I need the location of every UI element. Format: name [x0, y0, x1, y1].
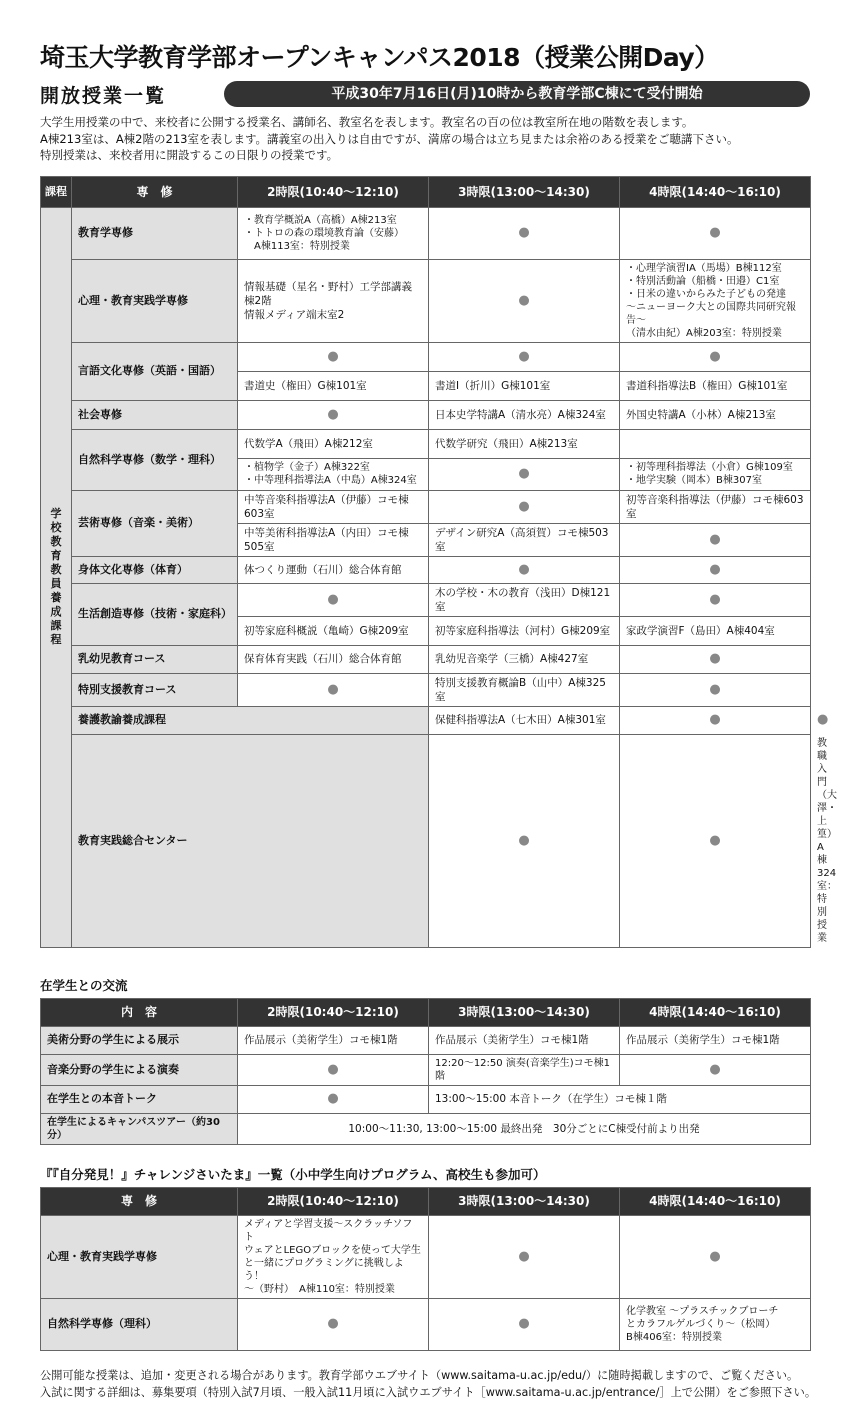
major-name: 自然科学専修（数学・理科）	[72, 429, 238, 490]
activity-name: 在学生との本音トーク	[41, 1085, 238, 1113]
no-class-dot: ●	[238, 1298, 429, 1350]
no-class-dot: ●	[429, 734, 620, 947]
no-class-dot: ●	[238, 673, 429, 706]
table-row	[41, 673, 811, 706]
table-row	[41, 400, 811, 429]
challenge-table	[40, 1187, 811, 1351]
section-title-student-exchange: 在学生との交流	[40, 977, 128, 993]
table-row	[41, 556, 811, 583]
class-cell: 代数学A（飛田）A棟212室	[238, 429, 429, 458]
intro-line: A棟213室は、A棟2階の213室を表します。講義室の出入りは自由ですが、満席の場合は立ち見または余裕のある授業をご聴講下さい。	[40, 131, 739, 146]
no-class-dot: ●	[429, 342, 620, 371]
class-line: ・特別活動論（船橋・田邉）C1室	[626, 275, 780, 287]
table-row	[41, 259, 811, 342]
class-line: A棟113室：特別授業	[254, 240, 350, 252]
major-name: 生活創造専修（技術・家庭科）	[72, 583, 238, 645]
column-header-major: 専 修	[41, 1187, 238, 1215]
class-line: ・日米の違いからみた子どもの発達	[626, 288, 786, 300]
table-row	[41, 1215, 811, 1298]
class-cell: 日本史学特講A（清水亮）A棟324室	[429, 400, 620, 429]
table-row	[41, 583, 811, 616]
class-cell: 中等音楽科指導法A（伊藤）コモ棟603室	[238, 490, 429, 523]
no-class-dot: ●	[429, 490, 620, 523]
major-name: 芸術専修（音楽・美術）	[72, 490, 238, 556]
column-header-content: 内 容	[41, 998, 238, 1026]
class-line: 情報基礎（星名・野村）工学部講義棟2階	[244, 280, 412, 307]
activity-cell: 12:20～12:50 演奏(音楽学生)コモ棟1階	[429, 1054, 620, 1085]
no-class-dot: ●	[429, 1215, 620, 1298]
empty-cell	[620, 429, 811, 458]
major-name: 心理・教育実践学専修	[41, 1215, 238, 1298]
program-cell	[238, 1215, 429, 1298]
program-line: B棟406室：特別授業	[626, 1331, 722, 1343]
class-cell: デザイン研究A（高須賀）コモ棟503室	[429, 523, 620, 556]
column-header-period4: 4時限(14:40～16:10)	[620, 998, 811, 1026]
no-class-dot: ●	[429, 259, 620, 342]
no-class-dot: ●	[620, 207, 811, 259]
no-class-dot: ●	[620, 734, 811, 947]
no-class-dot: ●	[620, 583, 811, 616]
class-cell: 初等音楽科指導法（伊藤）コモ棟603室	[620, 490, 811, 523]
column-header-period2: 2時限(10:40～12:10)	[238, 1187, 429, 1215]
class-cell: 保育体育実践（石川）総合体育館	[238, 645, 429, 673]
table-row: 教育実践総合センター ● ● 教職入門（大澤・上篁）A棟324室：特別授業	[41, 734, 811, 947]
major-name: 養護教諭養成課程	[72, 706, 429, 734]
class-cell: 書道科指導法B（権田）G棟101室	[620, 371, 811, 400]
column-header-period2: 2時限(10:40～12:10)	[238, 176, 429, 207]
intro-line: 特別授業は、来校者用に開設するこの日限りの授業です。	[40, 148, 339, 162]
footer-note: 入試に関する詳細は、募集要項（特別入試7月頃、一般入試11月頃に入試ウエブサイト［www.saitama-u.ac.jp/entrance/］上で公開）をご参照下さい。	[40, 1385, 817, 1399]
title-row	[40, 80, 810, 108]
table-row	[41, 1085, 811, 1113]
major-name: 心理・教育実践学専修	[72, 259, 238, 342]
class-cell: 代数学研究（飛田）A棟213室	[429, 429, 620, 458]
footer-note: 公開可能な授業は、追加・変更される場合があります。教育学部ウエブサイト（www.saitama-u.ac.jp/edu/）に随時掲載しますので、ご覧ください。	[40, 1368, 799, 1382]
activity-cell: 作品展示（美術学生）コモ棟1階	[620, 1026, 811, 1054]
class-cell	[238, 207, 429, 259]
column-header-period2: 2時限(10:40～12:10)	[238, 998, 429, 1026]
reception-banner: 平成30年7月16日(月)10時から教育学部C棟にて受付開始	[224, 81, 810, 107]
page	[40, 40, 837, 1401]
column-header-period3: 3時限(13:00～14:30)	[429, 998, 620, 1026]
major-name: 社会専修	[72, 400, 238, 429]
column-header-period4: 4時限(14:40～16:10)	[620, 176, 811, 207]
table-header-row	[41, 998, 811, 1026]
no-class-dot: ●	[238, 1054, 429, 1085]
major-name: 特別支援教育コース	[72, 673, 238, 706]
class-cell: 初等家庭科概説（亀崎）G棟209室	[238, 616, 429, 645]
activity-cell: 13:00～15:00 本音トーク（在学生）コモ棟１階	[429, 1085, 811, 1113]
no-class-dot: ●	[620, 342, 811, 371]
no-class-dot: ●	[429, 556, 620, 583]
class-line: ・中等理科指導法A（中島）A棟324室	[244, 475, 417, 486]
program-line: と一緒にプログラミングに挑戦しよう！	[244, 1257, 404, 1282]
no-class-dot: ●	[620, 706, 811, 734]
class-line: ～ニューヨーク大との国際共同研究報告～	[626, 301, 796, 326]
table-header-row	[41, 1187, 811, 1215]
intro-line: 大学生用授業の中で、来校者に公開する授業名、講師名、教室名を表します。教室名の百の位は教室所在地の階数を表します。	[40, 115, 694, 129]
program-line: 化学教室 ～プラスチックブローチ	[626, 1305, 779, 1317]
program-line: とカラフルゲルづくり～（松岡）	[626, 1318, 776, 1330]
class-line: 情報メディア端末室2	[244, 308, 345, 321]
table-header-row	[41, 176, 811, 207]
table-row	[41, 342, 811, 371]
class-cell: 家政学演習F（島田）A棟404室	[620, 616, 811, 645]
section-title-challenge: 『『自分発見！』チャレンジさいたま』一覧（小中学生向けプログラム、高校生も参加可）	[40, 1166, 546, 1182]
class-cell: 特別支援教育概論B（山中）A棟325室	[429, 673, 620, 706]
no-class-dot: ●	[620, 1054, 811, 1085]
no-class-dot: ●	[238, 1085, 429, 1113]
no-class-dot: ●	[429, 1298, 620, 1350]
column-header-major: 専 修	[72, 176, 238, 207]
program-line: メディアと学習支援～スクラッチソフト	[244, 1218, 413, 1243]
major-name: 乳幼児教育コース	[72, 645, 238, 673]
class-cell: 体つくり運動（石川）総合体育館	[238, 556, 429, 583]
class-cell: 初等家庭科指導法（河村）G棟209室	[429, 616, 620, 645]
major-name: 教育実践総合センター	[72, 734, 429, 947]
table-row	[41, 1298, 811, 1350]
no-class-dot: ●	[620, 645, 811, 673]
program-line: ～（野村） A棟110室：特別授業	[244, 1283, 395, 1295]
page-subtitle: 開放授業一覧	[40, 84, 167, 107]
class-cell	[620, 458, 811, 490]
class-cell: 乳幼児音楽学（三橋）A棟427室	[429, 645, 620, 673]
class-cell	[238, 458, 429, 490]
no-class-dot: ●	[620, 673, 811, 706]
table-row	[41, 1113, 811, 1144]
class-line: ・心理学演習ⅠA（馬場）B棟112室	[626, 262, 782, 274]
no-class-dot: ●	[620, 556, 811, 583]
table-row	[41, 1054, 811, 1085]
student-exchange-table	[40, 998, 811, 1145]
no-class-dot: ●	[429, 207, 620, 259]
class-line: （清水由紀）A棟203室：特別授業	[626, 327, 782, 339]
class-cell	[238, 259, 429, 342]
class-line: ・地学実験（岡本）B棟307室	[626, 475, 762, 486]
category-label-school-teacher: 学 校 教 育 教 員 養 成 課 程	[41, 207, 72, 947]
class-cell: 書道Ⅰ（折川）G棟101室	[429, 371, 620, 400]
class-cell: 中等美術科指導法A（内田）コモ棟505室	[238, 523, 429, 556]
no-class-dot: ●	[238, 342, 429, 371]
table-row	[41, 645, 811, 673]
table-row	[41, 1026, 811, 1054]
column-header-period3: 3時限(13:00～14:30)	[429, 1187, 620, 1215]
page-title: 埼玉大学教育学部オープンキャンパス2018（授業公開Day）	[40, 43, 719, 72]
table-row	[41, 207, 811, 259]
activity-name: 在学生によるキャンパスツアー（約30分）	[41, 1113, 238, 1144]
footer-notes	[40, 1367, 817, 1401]
class-line: ・トトロの森の環境教育論（安藤）	[244, 227, 404, 239]
column-header-period4: 4時限(14:40～16:10)	[620, 1187, 811, 1215]
no-class-dot: ●	[620, 523, 811, 556]
major-name: 自然科学専修（理科）	[41, 1298, 238, 1350]
major-name: 教育学専修	[72, 207, 238, 259]
program-line: ウェアとLEGOブロックを使って大学生	[244, 1244, 421, 1256]
class-cell: 木の学校・木の教育（浅田）D棟121室	[429, 583, 620, 616]
no-class-dot: ●	[620, 1215, 811, 1298]
activity-name: 音楽分野の学生による演奏	[41, 1054, 238, 1085]
activity-name: 美術分野の学生による展示	[41, 1026, 238, 1054]
no-class-dot: ●	[429, 458, 620, 490]
no-class-dot: ●	[238, 400, 429, 429]
table-row	[41, 429, 811, 458]
class-line: ・初等理科指導法（小倉）G棟109室	[626, 462, 793, 473]
no-class-dot: ●	[238, 583, 429, 616]
class-cell: 外国史特講A（小林）A棟213室	[620, 400, 811, 429]
class-line: ・教育学概説A（高橋）A棟213室	[244, 214, 397, 226]
major-name: 言語文化専修（英語・国語）	[72, 342, 238, 400]
class-cell: 保健科指導法A（七木田）A棟301室	[429, 706, 620, 734]
column-header-category: 課程	[41, 176, 72, 207]
intro-text	[40, 114, 810, 164]
program-cell	[620, 1298, 811, 1350]
table-row: 養護教諭養成課程 保健科指導法A（七木田）A棟301室 ● ●	[41, 706, 811, 734]
major-name: 身体文化専修（体育）	[72, 556, 238, 583]
table-row	[41, 490, 811, 523]
open-classes-table	[40, 176, 837, 948]
activity-cell: 作品展示（美術学生）コモ棟1階	[238, 1026, 429, 1054]
class-cell	[620, 259, 811, 342]
activity-cell: 10:00～11:30, 13:00～15:00 最終出発 30分ごとにC棟受付前より出発	[238, 1113, 811, 1144]
class-cell: 書道史（権田）G棟101室	[238, 371, 429, 400]
column-header-period3: 3時限(13:00～14:30)	[429, 176, 620, 207]
class-line: ・植物学（金子）A棟322室	[244, 462, 370, 473]
activity-cell: 作品展示（美術学生）コモ棟1階	[429, 1026, 620, 1054]
